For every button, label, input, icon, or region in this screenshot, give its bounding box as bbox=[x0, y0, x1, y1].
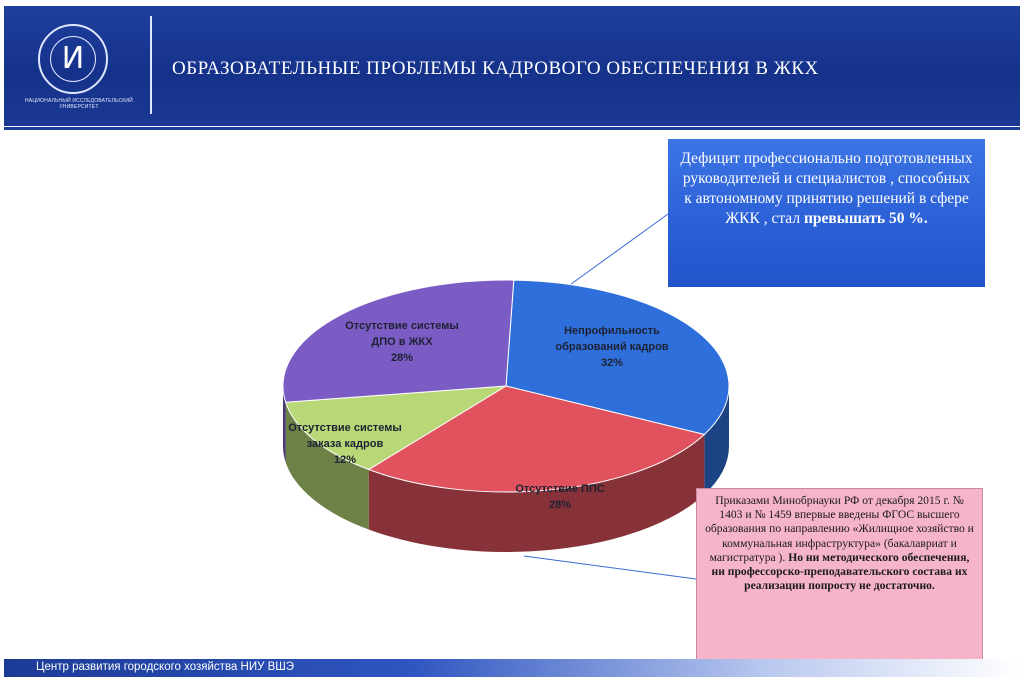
callout-line-pink bbox=[524, 556, 696, 579]
pie-slice-value-label: 28% bbox=[548, 499, 572, 511]
pie-slice-category-label: Отсутствие системы bbox=[288, 422, 402, 434]
pie-slice-category-label: Отсутствие системы bbox=[345, 320, 459, 332]
fgos-callout-box bbox=[696, 488, 983, 660]
logo-caption: НАЦИОНАЛЬНЫЙ ИССЛЕДОВАТЕЛЬСКИЙ УНИВЕРСИТЕТ bbox=[25, 98, 133, 110]
pie-slice-value-label: 28% bbox=[390, 352, 414, 364]
page-title: ОБРАЗОВАТЕЛЬНЫЕ ПРОБЛЕМЫ КАДРОВОГО ОБЕСПЕЧЕНИЯ В ЖКХ bbox=[172, 58, 819, 79]
deficit-callout-text: Дефицит профессионально подготовленных руководителей и специалистов , способных к автономному принятию решений в сфере ЖКК , стал bbox=[680, 150, 973, 227]
pie-slice-value-label: 12% bbox=[333, 454, 357, 466]
logo-emblem-icon: Ͷ bbox=[50, 36, 96, 82]
footer-text: Центр развития городского хозяйства НИУ ВШЭ bbox=[36, 661, 295, 673]
fgos-callout-bold: Но ни методического обеспечения, ни профессорско-преподавательского состава их реализации попросту не достаточно. bbox=[711, 550, 970, 593]
pie-slice-category-label: заказа кадров bbox=[306, 438, 384, 450]
pie-slice-category-label: образований кадров bbox=[555, 341, 669, 353]
pie-slice-category-label: Непрофильность bbox=[564, 325, 660, 337]
fgos-callout-text: Приказами Минобрнауки РФ от декабря 2015 г. № 1403 и № 1459 впервые введены ФГОС высшего образования по направлению «Жилищное хозяйство и коммунальная инфраструктура» (бакалавриат и магистратура ). bbox=[705, 494, 974, 564]
callout-line-blue bbox=[567, 214, 668, 287]
deficit-callout-box bbox=[668, 139, 985, 287]
pie-slice-value-label: 32% bbox=[600, 357, 624, 369]
deficit-callout-bold: превышать 50 %. bbox=[803, 210, 928, 227]
pie-slice-category-label: ДПО в ЖКХ bbox=[371, 336, 433, 348]
pie-slice-category-label: Отсутствие ППС bbox=[515, 483, 605, 495]
